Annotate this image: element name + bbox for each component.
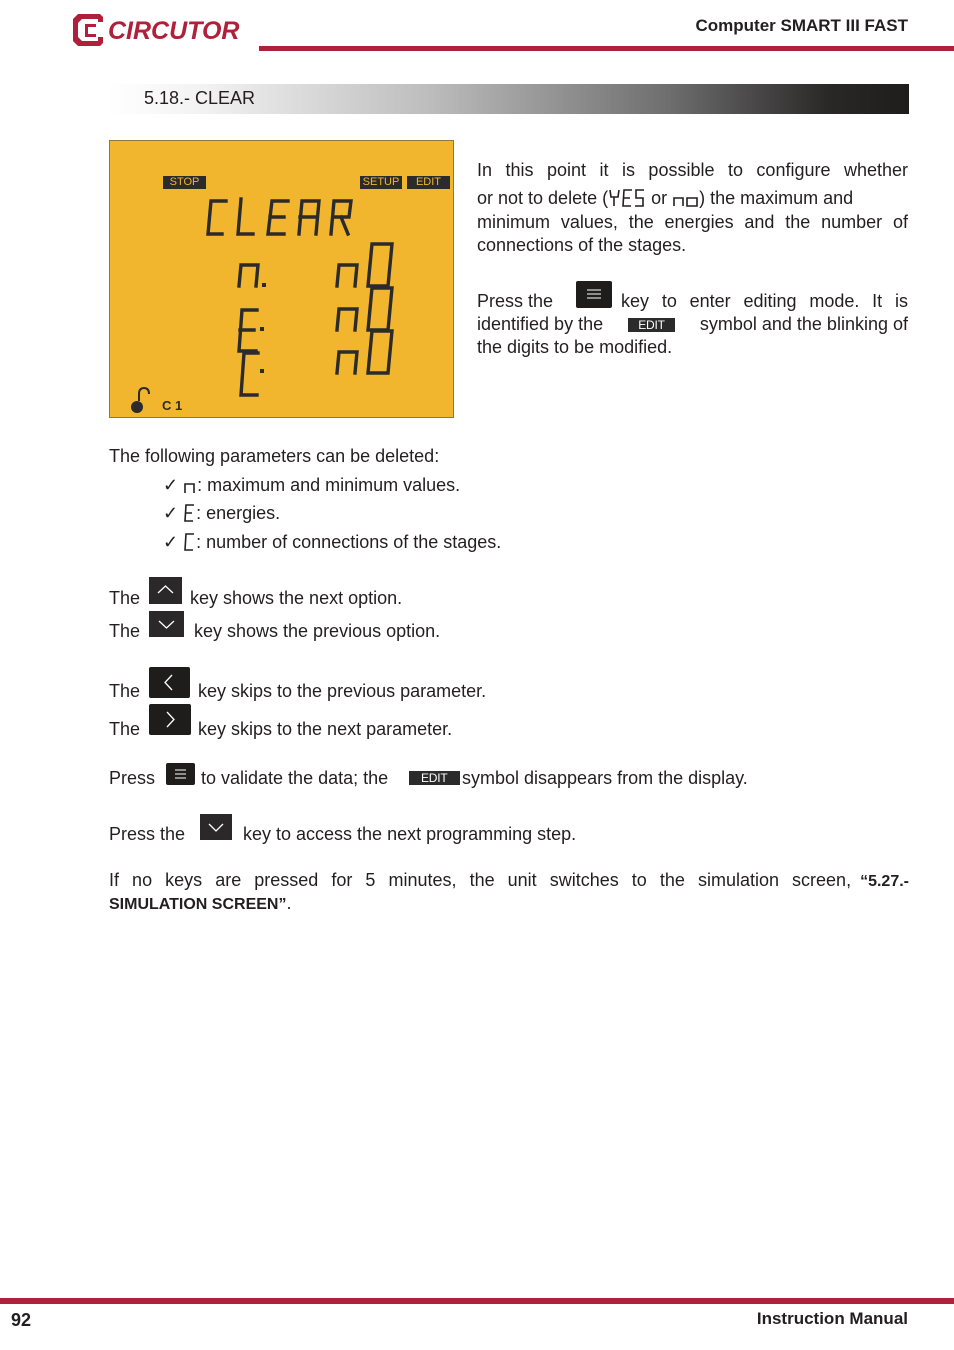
lcd-setup-tag: SETUP	[360, 176, 402, 189]
up-key-pre: The	[109, 588, 141, 608]
validate-text-b: symbol disappears from the display.	[462, 768, 748, 788]
yes-glyph	[608, 189, 646, 213]
lcd-row-value-1	[337, 244, 392, 286]
footer-rule	[0, 1298, 954, 1304]
section-title: 5.18.- CLEAR	[144, 88, 256, 108]
circutor-logo-icon	[70, 10, 250, 48]
intro-line-2	[477, 187, 908, 213]
intro-line-4: connections of the stages.	[477, 235, 687, 255]
menu-key-icon	[576, 281, 612, 308]
brand-name: CIRCUTOR	[108, 17, 240, 45]
edit-identified-by: identified by the	[477, 314, 604, 334]
page-number: 92	[11, 1310, 32, 1330]
no-glyph	[672, 189, 699, 213]
lcd-row-value-2	[337, 288, 392, 330]
timeout-line-2	[109, 892, 292, 916]
down-key-icon	[200, 814, 232, 840]
lcd-row-label-e	[239, 310, 257, 351]
check-icon: ✓	[163, 532, 179, 552]
timeout-line-1	[109, 869, 909, 893]
right-key-pre: The	[109, 719, 141, 739]
lcd-segments	[110, 141, 453, 417]
lcd-row-label-c	[241, 353, 258, 395]
lcd-channel: C 1	[162, 398, 183, 413]
n-glyph	[183, 477, 197, 500]
padlock-open-icon	[131, 388, 149, 413]
timeout-ref-b: SIMULATION SCREEN”	[109, 896, 287, 913]
validate-press: Press	[109, 768, 156, 788]
param-item-c	[163, 531, 501, 557]
edit-badge: EDIT	[409, 771, 460, 785]
lcd-clear-text	[208, 199, 351, 234]
up-key-text: key shows the next option.	[190, 588, 403, 608]
left-key-icon	[149, 667, 190, 698]
document-title: Computer SMART III FAST	[695, 16, 908, 35]
edit-key-to-enter: key to enter editing mode. It is	[621, 291, 908, 311]
params-heading: The following parameters can be deleted:	[109, 446, 440, 466]
timeout-end: .	[286, 893, 292, 913]
circutor-logo	[70, 10, 250, 48]
lcd-row-label-n	[239, 265, 258, 286]
timeout-ref-a: “5.27.-	[860, 873, 909, 890]
down-key-text: key shows the previous option.	[194, 621, 441, 641]
intro-text: or	[646, 188, 673, 208]
right-key-text: key skips to the next parameter.	[198, 719, 453, 739]
up-key-icon	[149, 577, 182, 604]
lcd-row-value-3	[337, 331, 392, 373]
intro-line-3: minimum values, the energies and the number of	[477, 212, 908, 232]
timeout-text: If no keys are pressed for 5 minutes, the unit switches to the simulation screen,	[109, 870, 852, 890]
left-key-text: key skips to the previous parameter.	[198, 681, 487, 701]
right-key-icon	[149, 704, 191, 735]
down-key-icon	[149, 611, 184, 637]
edit-badge: EDIT	[628, 318, 675, 332]
check-icon: ✓	[163, 503, 179, 523]
next-press-the: Press the	[109, 824, 186, 844]
left-key-pre: The	[109, 681, 141, 701]
edit-press-the: Press the	[477, 291, 554, 311]
lcd-display	[109, 140, 454, 418]
next-step-text: key to access the next programming step.	[243, 824, 577, 844]
intro-text: or not to delete (	[477, 188, 609, 208]
param-text: : maximum and minimum values.	[197, 475, 461, 495]
check-icon: ✓	[163, 475, 179, 495]
validate-text-a: to validate the data; the	[201, 768, 389, 788]
down-key-pre: The	[109, 621, 141, 641]
c-glyph	[183, 533, 196, 557]
param-text: : number of connections of the stages.	[196, 532, 502, 552]
edit-symbol-blinking: symbol and the blinking of	[699, 314, 908, 334]
edit-line-3: the digits to be modified.	[477, 337, 673, 357]
lcd-stop-tag: STOP	[163, 176, 206, 189]
intro-line-1: In this point it is possible to configure whether	[477, 160, 908, 180]
param-text: : energies.	[196, 503, 281, 523]
edit-line-2	[477, 313, 908, 336]
param-item-n	[163, 474, 460, 500]
e-glyph	[183, 504, 196, 528]
header-rule	[259, 46, 954, 51]
lcd-edit-tag: EDIT	[407, 176, 450, 189]
param-item-e	[163, 502, 280, 528]
intro-text: ) the maximum and	[699, 188, 854, 208]
menu-key-icon	[166, 763, 195, 785]
validate-edit-badge-wrap	[409, 770, 460, 788]
footer-title: Instruction Manual	[756, 1309, 908, 1328]
